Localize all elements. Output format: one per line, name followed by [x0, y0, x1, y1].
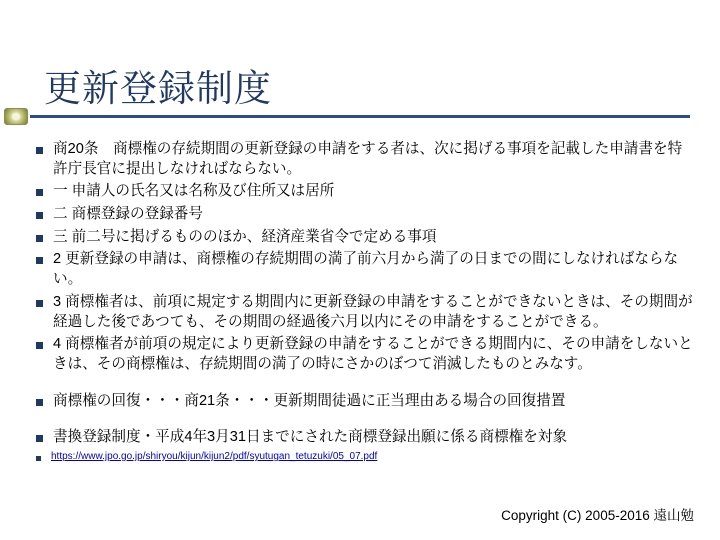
list-spacer — [36, 378, 696, 392]
slide-bullet-icon — [4, 108, 28, 125]
bullet-marker-icon — [36, 456, 41, 461]
list-item-link[interactable] — [36, 451, 696, 463]
bullet-list — [36, 140, 696, 466]
list-item-text: 書換登録制度・平成4年3月31日までにされた商標登録出願に係る商標権を対象 — [53, 429, 568, 446]
list-item — [36, 335, 696, 374]
list-item-text: 2 更新登録の申請は、商標権の存続期間の満了前六月から満了の日までの間にしなければならない。 — [53, 251, 679, 288]
bullet-marker-icon — [36, 212, 43, 219]
list-item — [36, 205, 696, 225]
list-spacer — [36, 414, 696, 428]
jpo-pdf-link[interactable]: https://www.jpo.go.jp/shiryou/kijun/kijun2/pdf/syutugan_tetuzuki/05_07.pdf — [51, 450, 378, 462]
list-item-text: 商20条 商標権の存続期間の更新登録の申請をする者は、次に掲げる事項を記載した申請書を特許庁長官に提出しなければならない。 — [53, 141, 683, 177]
bullet-marker-icon — [36, 235, 43, 242]
copyright-text: Copyright (C) 2005-2016 遠山勉 — [501, 508, 694, 523]
list-item-text: 3 商標権者は、前項に規定する期間内に更新登録の申請をすることができないときは、その期間が経過した後であつても、その期間の経過後六月以内にその申請をすることができる。 — [53, 293, 693, 330]
list-item — [36, 428, 696, 448]
list-item — [36, 392, 696, 412]
list-item — [36, 228, 696, 248]
list-item — [36, 182, 696, 202]
list-item — [36, 140, 696, 179]
list-item-text: 三 前二号に掲げるもののほか、経済産業省令で定める事項 — [53, 228, 437, 245]
list-item-text: 二 商標登録の登録番号 — [53, 206, 203, 223]
list-item — [36, 293, 696, 332]
bullet-marker-icon — [36, 189, 43, 196]
title-divider — [30, 115, 690, 118]
bullet-marker-icon — [36, 399, 43, 406]
bullet-marker-icon — [36, 435, 43, 442]
list-item-text: 4 商標権者が前項の規定により更新登録の申請をすることができる期間内に、その申請をしないときは、その商標権は、存続期間の満了の時にさかのぼつて消滅したものとみなす。 — [53, 336, 693, 372]
bullet-marker-icon — [36, 342, 43, 349]
bullet-marker-icon — [36, 257, 43, 264]
bullet-marker-icon — [36, 147, 43, 154]
list-item-text: 商標権の回復・・・商21条・・・更新期間徒過に正当理由ある場合の回復措置 — [53, 392, 566, 409]
list-item — [36, 250, 696, 289]
bullet-marker-icon — [36, 300, 43, 307]
page-title: 更新登録制度 — [44, 67, 272, 109]
list-item-text: 一 申請人の氏名又は名称及び住所又は居所 — [53, 183, 335, 200]
